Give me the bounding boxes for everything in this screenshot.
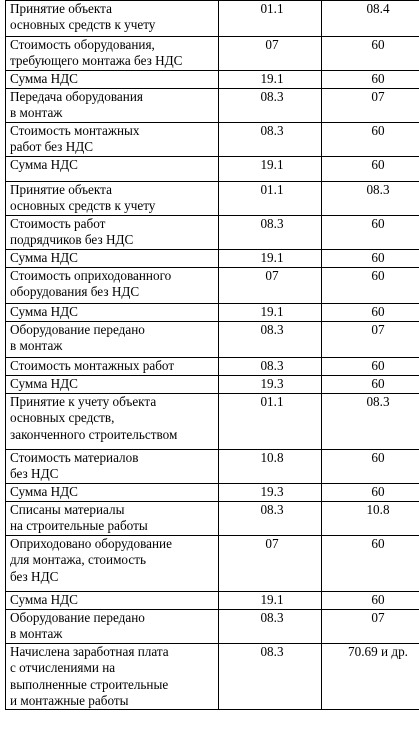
table-row bbox=[6, 592, 419, 610]
credit-account-cell: 60 bbox=[322, 37, 419, 71]
operation-description-cell: Сумма НДС bbox=[6, 376, 219, 394]
table-row bbox=[6, 322, 419, 358]
table-row bbox=[6, 376, 419, 394]
debit-account-cell: 19.3 bbox=[219, 484, 322, 502]
operation-description-cell: Списаны материалы на строительные работы bbox=[6, 502, 219, 536]
postings-table bbox=[5, 0, 419, 710]
operation-description-cell: Оприходовано оборудование для монтажа, стоимость без НДС bbox=[6, 536, 219, 592]
debit-account-cell: 08.3 bbox=[219, 89, 322, 123]
credit-account-cell: 60 bbox=[322, 484, 419, 502]
postings-table-body bbox=[6, 1, 419, 710]
credit-account-cell: 08.4 bbox=[322, 1, 419, 37]
table-row bbox=[6, 37, 419, 71]
credit-account-cell: 60 bbox=[322, 250, 419, 268]
credit-account-cell: 60 bbox=[322, 358, 419, 376]
operation-description-cell: Сумма НДС bbox=[6, 250, 219, 268]
debit-account-cell: 01.1 bbox=[219, 182, 322, 216]
table-row bbox=[6, 123, 419, 157]
operation-description-cell: Начислена заработная плата с отчислениями на выполненные строительные и монтажные работы bbox=[6, 644, 219, 710]
credit-account-cell: 70.69 и др. bbox=[322, 644, 419, 710]
operation-description-cell: Сумма НДС bbox=[6, 592, 219, 610]
debit-account-cell: 08.3 bbox=[219, 610, 322, 644]
operation-description-cell: Стоимость материалов без НДС bbox=[6, 450, 219, 484]
credit-account-cell: 07 bbox=[322, 89, 419, 123]
table-row bbox=[6, 610, 419, 644]
debit-account-cell: 19.1 bbox=[219, 71, 322, 89]
debit-account-cell: 08.3 bbox=[219, 502, 322, 536]
debit-account-cell: 08.3 bbox=[219, 358, 322, 376]
operation-description-cell: Стоимость монтажных работ без НДС bbox=[6, 123, 219, 157]
credit-account-cell: 07 bbox=[322, 610, 419, 644]
operation-description-cell: Передача оборудования в монтаж bbox=[6, 89, 219, 123]
operation-description-cell: Сумма НДС bbox=[6, 484, 219, 502]
debit-account-cell: 08.3 bbox=[219, 644, 322, 710]
credit-account-cell: 07 bbox=[322, 322, 419, 358]
debit-account-cell: 08.3 bbox=[219, 216, 322, 250]
credit-account-cell: 60 bbox=[322, 592, 419, 610]
credit-account-cell: 60 bbox=[322, 536, 419, 592]
debit-account-cell: 19.1 bbox=[219, 304, 322, 322]
debit-account-cell: 10.8 bbox=[219, 450, 322, 484]
credit-account-cell: 60 bbox=[322, 157, 419, 182]
operation-description-cell: Сумма НДС bbox=[6, 157, 219, 182]
operation-description-cell: Оборудование передано в монтаж bbox=[6, 610, 219, 644]
credit-account-cell: 60 bbox=[322, 216, 419, 250]
debit-account-cell: 19.1 bbox=[219, 592, 322, 610]
operation-description-cell: Принятие к учету объекта основных средств, законченного строительством bbox=[6, 394, 219, 450]
operation-description-cell: Сумма НДС bbox=[6, 304, 219, 322]
table-row bbox=[6, 304, 419, 322]
table-row bbox=[6, 394, 419, 450]
credit-account-cell: 60 bbox=[322, 268, 419, 304]
credit-account-cell: 60 bbox=[322, 450, 419, 484]
operation-description-cell: Стоимость оборудования, требующего монтажа без НДС bbox=[6, 37, 219, 71]
debit-account-cell: 08.3 bbox=[219, 123, 322, 157]
debit-account-cell: 19.1 bbox=[219, 250, 322, 268]
credit-account-cell: 60 bbox=[322, 304, 419, 322]
table-row bbox=[6, 182, 419, 216]
table-row bbox=[6, 71, 419, 89]
credit-account-cell: 10.8 bbox=[322, 502, 419, 536]
table-row bbox=[6, 216, 419, 250]
operation-description-cell: Стоимость монтажных работ bbox=[6, 358, 219, 376]
debit-account-cell: 07 bbox=[219, 37, 322, 71]
credit-account-cell: 08.3 bbox=[322, 182, 419, 216]
table-row bbox=[6, 450, 419, 484]
operation-description-cell: Стоимость оприходованного оборудования без НДС bbox=[6, 268, 219, 304]
table-row bbox=[6, 250, 419, 268]
table-row bbox=[6, 358, 419, 376]
operation-description-cell: Принятие объекта основных средств к учету bbox=[6, 182, 219, 216]
debit-account-cell: 01.1 bbox=[219, 394, 322, 450]
table-row bbox=[6, 89, 419, 123]
table-row bbox=[6, 157, 419, 182]
debit-account-cell: 07 bbox=[219, 536, 322, 592]
debit-account-cell: 19.1 bbox=[219, 157, 322, 182]
operation-description-cell: Сумма НДС bbox=[6, 71, 219, 89]
table-row bbox=[6, 502, 419, 536]
debit-account-cell: 19.3 bbox=[219, 376, 322, 394]
debit-account-cell: 07 bbox=[219, 268, 322, 304]
debit-account-cell: 01.1 bbox=[219, 1, 322, 37]
table-row bbox=[6, 484, 419, 502]
table-row bbox=[6, 1, 419, 37]
operation-description-cell: Принятие объекта основных средств к учету bbox=[6, 1, 219, 37]
debit-account-cell: 08.3 bbox=[219, 322, 322, 358]
operation-description-cell: Оборудование передано в монтаж bbox=[6, 322, 219, 358]
operation-description-cell: Стоимость работ подрядчиков без НДС bbox=[6, 216, 219, 250]
credit-account-cell: 08.3 bbox=[322, 394, 419, 450]
credit-account-cell: 60 bbox=[322, 71, 419, 89]
table-row bbox=[6, 268, 419, 304]
credit-account-cell: 60 bbox=[322, 123, 419, 157]
credit-account-cell: 60 bbox=[322, 376, 419, 394]
table-row bbox=[6, 644, 419, 710]
table-row bbox=[6, 536, 419, 592]
